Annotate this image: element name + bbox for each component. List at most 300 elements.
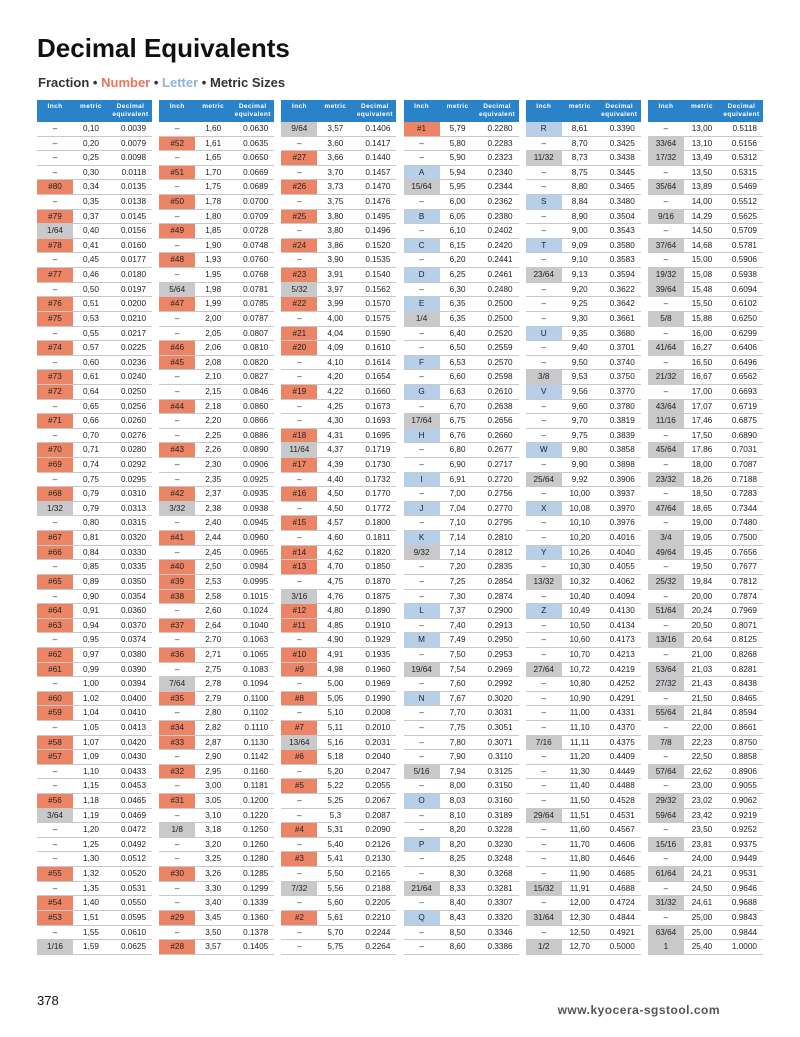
decimal-cell: 0.3661 [609,313,635,323]
decimal-cell: 0.4844 [609,912,635,922]
metric-cell: 7,30 [449,591,466,601]
table-row [281,283,396,298]
inch-cell: – [52,138,58,148]
header-decimal: Decimal equivalent [723,103,760,118]
decimal-cell: 0.1660 [365,386,391,396]
table-row [404,838,519,853]
decimal-cell: 0.3898 [609,460,635,470]
metric-cell: 9,90 [571,460,588,470]
decimal-cell: 0.2210 [365,912,391,922]
table-row [648,341,763,356]
inch-cell: – [419,722,424,732]
inch-cell: – [174,460,180,470]
decimal-cell: 0.4688 [609,883,635,893]
inch-cell: – [52,927,58,937]
decimal-cell: 0.5906 [731,255,757,265]
decimal-cell: 0.2656 [487,416,513,426]
metric-cell: 2,50 [205,562,222,572]
metric-cell: 2,40 [205,518,222,528]
inch-cell: – [541,854,547,864]
decimal-cell: 0.1181 [243,781,269,791]
inch-cell: – [541,708,547,718]
inch-cell: – [663,693,669,703]
decimal-cell: 0.1040 [243,620,269,630]
inch-cell: 49/64 [648,546,684,560]
table-row [404,736,519,751]
inch-cell: – [297,357,302,367]
decimal-cell: 0.2040 [365,752,391,762]
table-row [526,852,641,867]
table-row [159,896,274,911]
inch-cell: – [297,869,302,879]
decimal-cell: 0.3031 [487,708,513,718]
metric-cell: 10,32 [569,576,590,586]
decimal-cell: 0.0280 [120,445,146,455]
metric-cell: 5,05 [327,693,344,703]
inch-cell: – [419,708,424,718]
table-row [159,473,274,488]
inch-cell: – [52,854,58,864]
metric-cell: 5,11 [327,722,344,732]
inch-cell: – [663,649,669,659]
inch-cell: – [52,635,58,645]
metric-cell: 10,10 [569,518,590,528]
table-row [37,765,152,780]
metric-cell: 9,00 [571,226,588,236]
inch-cell: – [663,460,669,470]
inch-cell: #64 [37,604,73,618]
table-row [404,590,519,605]
inch-cell: – [419,679,424,689]
inch-cell: #12 [281,604,317,618]
decimal-cell: 0.0098 [120,153,146,163]
table-row [526,736,641,751]
decimal-cell: 0.9646 [731,883,757,893]
metric-cell: 7,04 [449,503,466,513]
table-row [648,590,763,605]
table-row [159,546,274,561]
decimal-cell: 0.1610 [365,343,391,353]
decimal-cell: 0.9219 [731,810,757,820]
table-row [37,487,152,502]
decimal-cell: 0.0520 [120,869,146,879]
inch-cell: – [52,284,58,294]
metric-cell: 1,59 [83,942,99,952]
inch-cell: D [404,268,440,282]
decimal-cell: 0.0925 [243,474,269,484]
inch-cell: E [404,297,440,311]
metric-cell: 6,30 [449,284,466,294]
decimal-cell: 0.1562 [365,284,391,294]
table-row [648,867,763,882]
metric-cell: 7,94 [449,766,466,776]
metric-cell: 4,80 [327,606,344,616]
inch-cell: – [663,883,669,893]
table-row [526,370,641,385]
table-row [404,648,519,663]
inch-cell: – [297,313,302,323]
metric-cell: 21,00 [691,649,713,659]
decimal-cell: 0.0335 [120,562,146,572]
inch-cell: – [297,796,302,806]
table-row [37,414,152,429]
decimal-cell: 0.0630 [243,124,269,133]
decimal-cell: 0.3465 [609,182,635,192]
metric-cell: 9,13 [571,270,588,280]
metric-cell: 6,80 [449,445,466,455]
metric-cell: 1,05 [83,722,99,732]
table-row [281,224,396,239]
table-row [404,516,519,531]
inch-cell: – [52,153,58,163]
inch-cell: 59/64 [648,809,684,823]
metric-cell: 4,85 [327,620,344,630]
table-row [37,604,152,619]
inch-cell: #76 [37,297,73,311]
decimal-cell: 0.4449 [609,766,635,776]
table-row [526,590,641,605]
inch-cell: V [526,385,562,399]
table-row [648,151,763,166]
decimal-cell: 0.1065 [243,649,269,659]
inch-cell: – [52,430,58,440]
table-row [159,692,274,707]
inch-cell: #67 [37,531,73,545]
inch-cell: O [404,794,440,808]
table-row [159,750,274,765]
inch-cell: – [541,138,547,148]
table-row [404,677,519,692]
decimal-cell: 0.0276 [120,430,146,440]
table-row [404,137,519,152]
table-row [404,297,519,312]
metric-cell: 6,20 [449,255,466,265]
metric-cell: 7,60 [449,679,466,689]
table-row [648,604,763,619]
decimal-cell: 0.3480 [609,197,635,207]
table-row [281,706,396,721]
metric-cell: 8,50 [449,927,466,937]
metric-cell: 6,90 [449,460,466,470]
inch-cell: #24 [281,239,317,253]
inch-cell: #27 [281,151,317,165]
metric-cell: 16,27 [691,343,713,353]
decimal-cell: 0.5781 [731,240,757,250]
inch-cell: #55 [37,867,73,881]
decimal-cell: 0.2031 [365,737,391,747]
inch-cell: – [419,781,424,791]
metric-cell: 10,30 [569,562,590,572]
inch-cell: – [663,489,669,499]
table-row [526,502,641,517]
table-row [37,619,152,634]
inch-cell: 5/8 [648,312,684,326]
decimal-cell: 0.2500 [487,299,513,309]
decimal-cell: 0.7283 [731,489,757,499]
table-row [159,575,274,590]
decimal-cell: 0.1811 [365,533,391,543]
decimal-cell: 0.1299 [243,883,269,893]
decimal-cell: 0.4055 [609,562,635,572]
metric-cell: 8,30 [449,869,466,879]
inch-cell: – [663,197,669,207]
inch-cell: – [541,562,547,572]
table-row [281,882,396,897]
table-row [526,882,641,897]
decimal-cell: 0.2812 [487,547,513,557]
decimal-cell: 0.0200 [120,299,146,309]
table-row [404,370,519,385]
table-row [281,268,396,283]
decimal-cell: 0.0669 [243,167,269,177]
table-row [648,838,763,853]
inch-cell: – [297,416,302,426]
table-row [37,122,152,137]
table-row [648,253,763,268]
table-row [37,210,152,225]
table-row [37,896,152,911]
table-row [404,458,519,473]
table-row [159,400,274,415]
decimal-cell: 0.2756 [487,489,513,499]
decimal-cell: 0.2717 [487,460,513,470]
subtitle-letter: Letter [162,75,199,90]
metric-cell: 11,91 [569,883,590,893]
inch-cell: – [52,255,58,265]
decimal-cell: 0.2500 [487,313,513,323]
table-row [648,122,763,137]
table-row [648,195,763,210]
table-row [526,166,641,181]
metric-cell: 7,10 [449,518,466,528]
inch-cell: – [663,518,669,528]
table-row [526,429,641,444]
inch-cell: 31/32 [648,896,684,910]
inch-cell: 61/64 [648,867,684,881]
table-row [648,560,763,575]
decimal-cell: 0.0292 [120,460,146,470]
inch-cell: – [174,474,180,484]
metric-cell: 5,94 [449,167,466,177]
inch-cell: 27/32 [648,677,684,691]
table-row [37,195,152,210]
decimal-cell: 0.1820 [365,547,391,557]
table-row [37,327,152,342]
table-row [281,560,396,575]
table-row [37,560,152,575]
inch-cell: 13/16 [648,633,684,647]
decimal-cell: 0.7677 [731,562,757,572]
inch-cell: #3 [281,852,317,866]
table-row [526,838,641,853]
decimal-cell: 0.5938 [731,270,757,280]
table-row [159,838,274,853]
table-header [37,100,152,122]
table-row [159,560,274,575]
decimal-cell: 0.0145 [120,211,146,221]
metric-cell: 15,00 [691,255,713,265]
table-row [281,166,396,181]
decimal-cell: 0.3020 [487,693,513,703]
inch-cell: 47/64 [648,502,684,516]
decimal-cell: 1.0000 [731,942,757,952]
table-row [648,414,763,429]
decimal-cell: 0.0886 [243,430,269,440]
table-row [648,458,763,473]
metric-cell: 7,50 [449,649,466,659]
inch-cell: – [52,839,58,849]
decimal-cell: 0.0625 [120,942,146,952]
metric-cell: 5,22 [327,781,344,791]
inch-cell: – [541,226,547,236]
decimal-cell: 0.4062 [609,576,635,586]
header-decimal: Decimal equivalent [478,103,516,118]
decimal-cell: 0.6562 [731,372,757,382]
metric-cell: 17,50 [691,430,713,440]
inch-cell: – [541,489,547,499]
table-row [526,414,641,429]
decimal-cell: 0.1417 [365,138,391,148]
decimal-cell: 0.3125 [487,766,513,776]
table-row [404,356,519,371]
inch-cell: – [174,752,180,762]
decimal-cell: 0.8438 [731,679,757,689]
table-header [648,100,763,122]
page-title: Decimal Equivalents [37,33,290,63]
table-row [526,137,641,152]
table-row [281,633,396,648]
table-row [404,341,519,356]
metric-cell: 6,35 [449,299,466,309]
inch-cell: – [663,386,669,396]
inch-cell: 45/64 [648,443,684,457]
decimal-cell: 0.3504 [609,211,635,221]
table-row [526,663,641,678]
table-row [37,940,152,955]
metric-cell: 9,70 [571,416,588,426]
table-row [648,633,763,648]
metric-cell: 0,89 [83,576,99,586]
metric-cell: 1,32 [83,869,99,879]
metric-cell: 11,30 [569,766,590,776]
equivalents-table-4 [404,100,519,962]
table-row [526,823,641,838]
table-row [159,137,274,152]
metric-cell: 2,18 [205,401,222,411]
inch-cell: – [541,839,547,849]
metric-cell: 5,16 [327,737,344,747]
inch-cell: #53 [37,911,73,925]
metric-cell: 0,40 [83,226,99,236]
metric-cell: 10,90 [569,693,590,703]
decimal-cell: 0.4724 [609,898,635,908]
decimal-cell: 0.0250 [120,386,146,396]
table-row [281,400,396,415]
table-row [159,356,274,371]
table-row [159,765,274,780]
decimal-cell: 0.4488 [609,781,635,791]
table-row [281,692,396,707]
table-row [404,779,519,794]
decimal-cell: 0.2264 [365,942,391,952]
metric-cell: 1,55 [83,927,99,937]
decimal-cell: 0.0866 [243,416,269,426]
inch-cell: S [526,195,562,209]
metric-cell: 0,25 [83,153,99,163]
metric-cell: 20,50 [691,620,713,630]
inch-cell: – [174,810,180,820]
metric-cell: 3,75 [327,197,344,207]
metric-cell: 14,00 [691,197,713,207]
decimal-cell: 0.4331 [609,708,635,718]
inch-cell: – [297,766,302,776]
table-row [159,911,274,926]
table-row [281,677,396,692]
decimal-cell: 0.3858 [609,445,635,455]
decimal-cell: 0.2480 [487,284,513,294]
decimal-cell: 0.1495 [365,211,391,221]
inch-cell: #30 [159,867,195,881]
table-row [37,648,152,663]
inch-cell: #38 [159,590,195,604]
table-row [404,940,519,955]
decimal-cell: 0.0138 [120,197,146,207]
decimal-cell: 0.2992 [487,679,513,689]
table-row [648,765,763,780]
metric-cell: 1,95 [205,270,222,280]
table-row [159,443,274,458]
inch-cell: #60 [37,692,73,706]
decimal-cell: 0.1520 [365,240,391,250]
inch-cell: – [663,722,669,732]
table-row [281,253,396,268]
decimal-cell: 0.0354 [120,591,146,601]
metric-cell: 7,25 [449,576,466,586]
table-row [648,619,763,634]
decimal-cell: 0.3622 [609,284,635,294]
decimal-cell: 0.1575 [365,313,391,323]
inch-cell: – [174,781,180,791]
table-row [159,429,274,444]
metric-cell: 3,40 [205,898,222,908]
table-row [526,210,641,225]
metric-cell: 25,00 [691,912,713,922]
table-row [404,882,519,897]
inch-cell: – [174,182,180,192]
decimal-cell: 0.0390 [120,664,146,674]
metric-cell: 8,75 [571,167,588,177]
inch-cell: – [297,372,302,382]
table-row [648,940,763,955]
decimal-cell: 0.2090 [365,825,391,835]
decimal-cell: 0.4134 [609,620,635,630]
inch-cell: – [419,343,424,353]
inch-cell: 23/64 [526,268,562,282]
metric-cell: 10,70 [569,649,590,659]
inch-cell: – [419,138,424,148]
metric-cell: 2,70 [205,635,222,645]
inch-cell: – [419,737,424,747]
decimal-cell: 0.8281 [731,664,757,674]
metric-cell: 11,00 [569,708,590,718]
table-row [159,619,274,634]
table-row [526,341,641,356]
table-row [159,297,274,312]
decimal-cell: 0.0906 [243,460,269,470]
inch-cell: – [419,898,424,908]
table-row [281,385,396,400]
table-row [281,487,396,502]
